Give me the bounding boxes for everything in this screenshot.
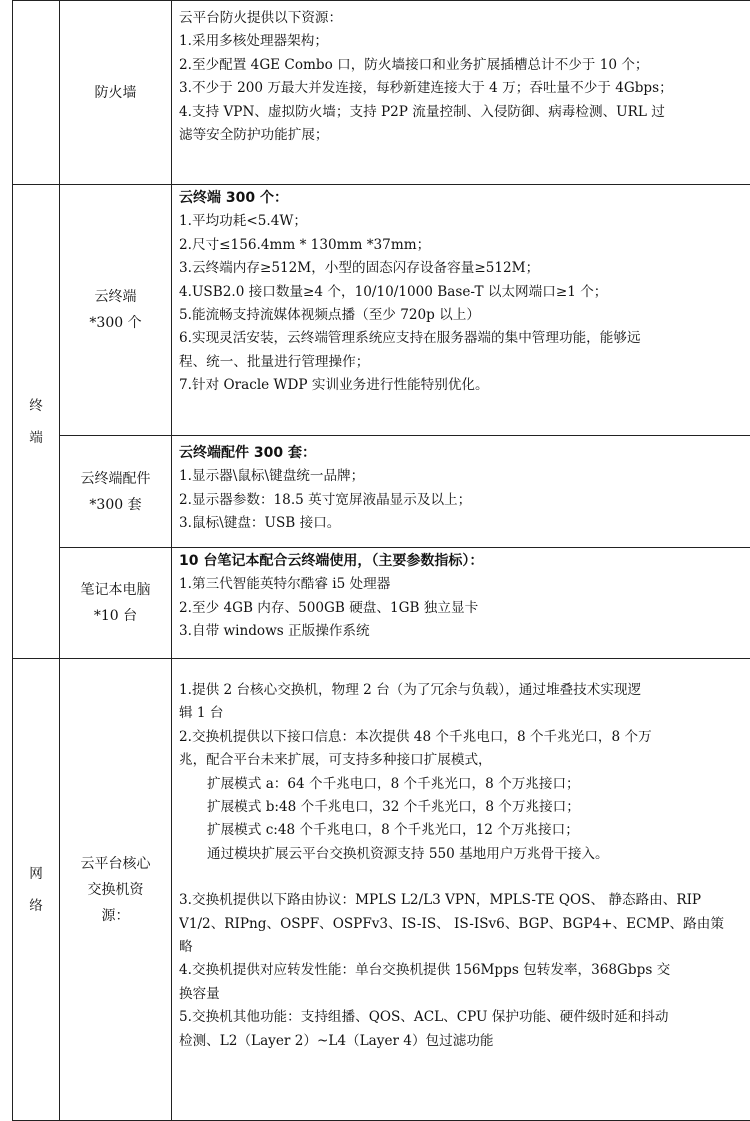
category-empty (13, 1, 60, 185)
spec-heading: 云终端 300 个： (179, 190, 288, 206)
spec-line: V1/2、RIPng、OSPF、OSPFv3、IS-IS、 IS-ISv6、BGP、BGP4+、ECMP、路由策 (179, 915, 724, 932)
row-cloud-terminal (13, 185, 750, 436)
row-firewall (13, 1, 750, 185)
spec-line: 2.至少 4GB 内存、500GB 硬盘、1GB 独立显卡 (179, 599, 479, 616)
blank-line (179, 866, 750, 889)
spec-line: 滤等安全防护功能扩展； (179, 127, 329, 144)
core-switch-spec (172, 659, 750, 1121)
spec-line-indented: 通过模块扩展云平台交换机资源支持 550 基地用户万兆骨干接入。 (207, 845, 609, 862)
spec-line: 1.平均功耗<5.4W； (179, 213, 307, 230)
item-notebook: 笔记本电脑 *10 台 (60, 548, 172, 659)
spec-line: 换容量 (179, 985, 220, 1002)
spec-line-indented: 扩展模式 b:48 个千兆电口，32 个千兆光口，8 个万兆接口； (207, 799, 580, 816)
item-terminal-accessory: 云终端配件 *300 套 (60, 436, 172, 548)
spec-line: 3.交换机提供以下路由协议：MPLS L2/L3 VPN，MPLS-TE QOS、 静态路由、RIP (179, 892, 702, 909)
spec-line: 1.提供 2 台核心交换机，物理 2 台（为了冗余与负载），通过堆叠技术实现逻 (179, 682, 642, 698)
item-firewall: 防火墙 (60, 1, 172, 185)
spec-line: 程、统一、批量进行管理操作； (179, 353, 370, 370)
terminal-accessory-spec (172, 436, 750, 548)
spec-line-indented: 扩展模式 c:48 个千兆电口，8 个千兆光口，12 个万兆接口； (207, 822, 579, 839)
spec-line: 3.鼠标\键盘：USB 接口。 (179, 515, 341, 532)
spec-line: 5.交换机其他功能：支持组播、QOS、ACL、CPU 保护功能、硬件级时延和抖动 (179, 1009, 669, 1026)
spec-line: 3.云终端内存≥512M，小型的固态闪存设备容量≥512M； (179, 260, 540, 277)
category-terminal: 终 端 (13, 185, 60, 659)
spec-line: 兆，配合平台未来扩展，可支持多种接口扩展模式， (179, 752, 492, 769)
spec-line: 略 (179, 939, 193, 956)
category-network: 网 络 (13, 659, 60, 1121)
spec-heading: 云终端配件 300 套： (179, 445, 316, 461)
spec-line: 云平台防火提供以下资源： (179, 10, 343, 26)
spec-line: 4.支持 VPN、虚拟防火墙；支持 P2P 流量控制、入侵防御、病毒检测、URL 过 (179, 103, 665, 120)
spec-line: 1.采用多核处理器架构； (179, 33, 328, 50)
spec-table (12, 0, 750, 1121)
spec-line: 5.能流畅支持流媒体视频点播（至少 720p 以上） (179, 307, 480, 324)
cloud-terminal-spec (172, 185, 750, 436)
spec-line: 4.交换机提供对应转发性能：单台交换机提供 156Mpps 包转发率，368Gbps 交 (179, 962, 671, 979)
spec-line: 7.针对 Oracle WDP 实训业务进行性能特别优化。 (179, 377, 489, 394)
row-terminal-accessory (13, 436, 750, 548)
spec-line: 辑 1 台 (179, 705, 224, 722)
item-cloud-terminal: 云终端 *300 个 (60, 185, 172, 436)
spec-line: 3.不少于 200 万最大并发连接，每秒新建连接大于 4 万；吞吐量不少于 4Gbps； (179, 80, 673, 97)
spec-line: 3.自带 windows 正版操作系统 (179, 623, 370, 640)
spec-line: 4.USB2.0 接口数量≥4 个，10/10/1000 Base-T 以太网端口≥1 个； (179, 283, 608, 300)
item-core-switch: 云平台核心 交换机资 源： (60, 659, 172, 1121)
spec-line: 2.尺寸≤156.4mm * 130mm *37mm； (179, 236, 431, 253)
spec-heading: 10 台笔记本配合云终端使用，（主要参数指标）： (179, 553, 484, 569)
row-core-switch (13, 659, 750, 1121)
spec-line: 2.至少配置 4GE Combo 口，防火墙接口和业务扩展插槽总计不少于 10 个； (179, 56, 649, 73)
spec-line: 2.交换机提供以下接口信息：本次提供 48 个千兆电口，8 个千兆光口，8 个万 (179, 728, 652, 745)
spec-line-indented: 扩展模式 a：64 个千兆电口，8 个千兆光口，8 个万兆接口； (207, 775, 580, 792)
row-notebook (13, 548, 750, 659)
spec-line: 1.显示器\鼠标\键盘统一品牌； (179, 468, 365, 485)
spec-line: 2.显示器参数：18.5 英寸宽屏液晶显示及以上； (179, 491, 472, 508)
notebook-spec (172, 548, 750, 659)
firewall-spec (172, 1, 750, 185)
spec-line: 6.实现灵活安装，云终端管理系统应支持在服务器端的集中管理功能，能够远 (179, 330, 641, 347)
spec-line: 1.第三代智能英特尔酷睿 i5 处理器 (179, 576, 391, 593)
spec-line: 检测、L2（Layer 2）~L4（Layer 4）包过滤功能 (179, 1032, 494, 1049)
